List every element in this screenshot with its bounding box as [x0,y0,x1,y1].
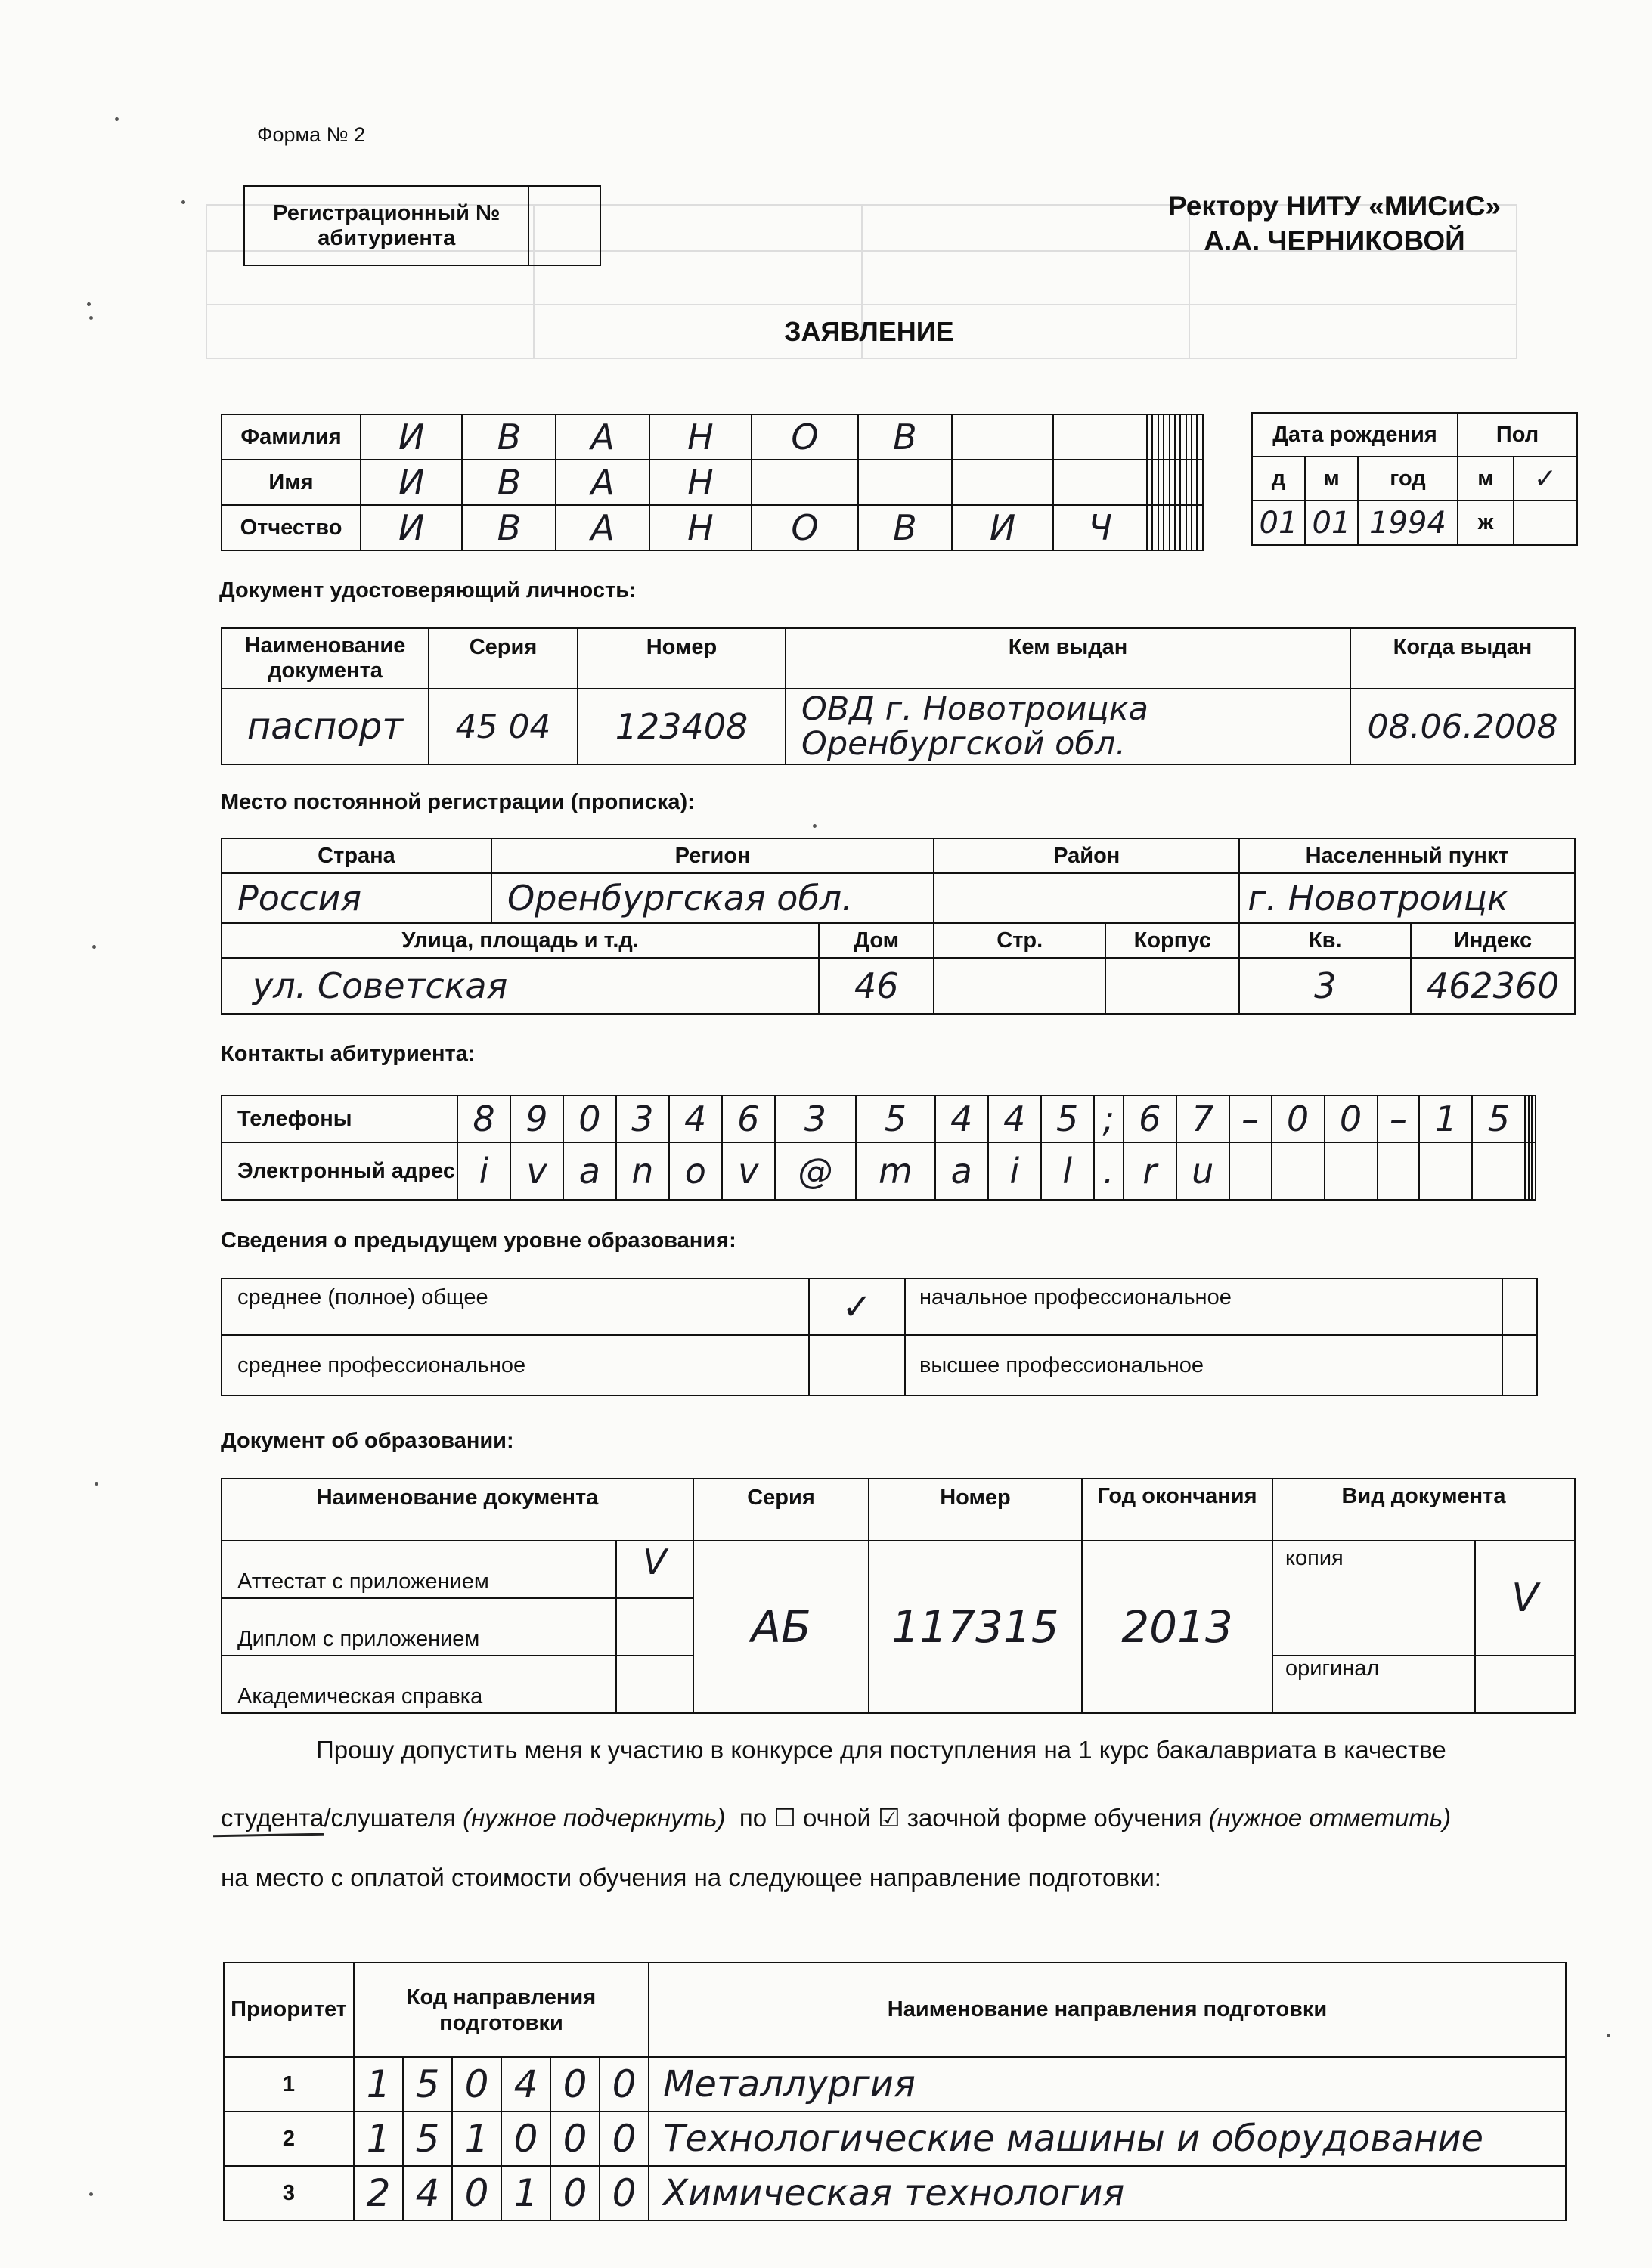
phone-char-cell[interactable]: – [1378,1095,1420,1142]
prev-edu-option-initial-prof: начальное профессиональное [905,1278,1502,1335]
listener-option[interactable]: /слушателя [324,1804,456,1832]
surname-letter-cell[interactable]: В [858,414,952,460]
name-letter-cell[interactable] [1170,460,1175,505]
edu-doc-type-copy: копия [1272,1541,1475,1656]
surname-letter-cell[interactable] [1186,414,1192,460]
id-doc-number-header: Номер [578,628,786,689]
id-doc-issued-by[interactable]: ОВД г. Новотроицка Оренбургской обл. [786,689,1350,764]
surname-letter-cell[interactable] [1197,414,1203,460]
prev-edu-option-higher-prof: высшее профессиональное [905,1335,1502,1396]
district-value[interactable] [934,873,1239,923]
direction-row [224,2166,1566,2220]
building-value[interactable] [934,958,1105,1014]
surname-letter-cell[interactable] [1180,414,1186,460]
form-number: Форма № 2 [257,123,366,146]
name-letter-cell[interactable] [1158,460,1164,505]
prev-edu-higher-prof-checkbox[interactable] [1502,1335,1537,1396]
id-doc-name-header: Наименование документа [222,628,429,689]
edu-doc-attestat-checkbox[interactable]: V [616,1541,693,1598]
corpus-value[interactable] [1105,958,1239,1014]
phone-char-cell[interactable]: 4 [988,1095,1041,1142]
direction-row [224,2112,1566,2166]
female-checkbox[interactable] [1514,500,1577,545]
scan-dot [89,316,93,320]
code-digit-cell[interactable]: 0 [550,2057,600,2112]
phone-char-cell[interactable]: 7 [1176,1095,1229,1142]
code-digit-cell[interactable]: 1 [501,2166,550,2220]
direction-name-header: Наименование направления подготовки [649,1963,1566,2057]
phone-char-cell[interactable]: 4 [669,1095,722,1142]
email-char-cell[interactable]: . [1094,1142,1124,1200]
surname-letter-cell[interactable]: И [361,414,462,460]
contacts-section-title: Контакты абитуриента: [221,1042,476,1066]
male-checkbox[interactable]: ✓ [1514,457,1577,500]
email-char-cell[interactable] [1532,1142,1536,1200]
edu-doc-original-checkbox[interactable] [1475,1656,1575,1713]
patronymic-letter-cell[interactable]: Н [649,505,752,550]
house-header: Дом [819,923,934,958]
surname-letter-cell[interactable] [1053,414,1147,460]
birth-day[interactable]: 01 [1252,500,1305,545]
phone-char-cell[interactable]: 5 [856,1095,935,1142]
birth-year[interactable]: 1994 [1358,500,1458,545]
birth-table [1251,412,1578,546]
year-label: год [1358,457,1458,500]
name-letter-cell[interactable] [952,460,1053,505]
scan-dot [87,302,91,306]
code-digit-cell[interactable]: 4 [403,2166,452,2220]
locality-value[interactable]: г. Новотроицк [1239,873,1575,923]
email-char-cell[interactable]: @ [775,1142,856,1200]
code-digit-cell[interactable]: 0 [550,2112,600,2166]
code-digit-cell[interactable]: 0 [600,2057,649,2112]
email-char-cell[interactable]: a [563,1142,616,1200]
email-label: Электронный адрес [222,1142,457,1200]
email-char-cell[interactable]: n [616,1142,669,1200]
email-char-cell[interactable]: l [1041,1142,1094,1200]
edu-doc-series-header: Серия [693,1479,869,1541]
birth-month[interactable]: 01 [1305,500,1358,545]
female-label: ж [1458,500,1514,545]
id-doc-section-title: Документ удостоверяющий личность: [219,578,637,603]
phone-char-cell[interactable]: 4 [935,1095,988,1142]
email-char-cell[interactable]: m [856,1142,935,1200]
phone-label: Телефоны [222,1095,457,1142]
patronymic-letter-cell[interactable] [1186,505,1192,550]
registration-section-title: Место постоянной регистрации (прописка): [221,790,695,814]
edu-doc-option-academic: Академическая справка [222,1656,616,1713]
prev-edu-option-general: среднее (полное) общее [222,1278,809,1335]
code-digit-cell[interactable]: 0 [550,2166,600,2220]
prev-edu-section-title: Сведения о предыдущем уровне образования: [221,1228,736,1253]
scan-dot [92,945,96,949]
name-letter-cell[interactable]: А [556,460,649,505]
code-digit-cell[interactable]: 5 [403,2112,452,2166]
name-table [221,414,1204,551]
part-time-label: заочной форме обучения [907,1804,1202,1832]
email-char-cell[interactable] [1325,1142,1378,1200]
request-line-2 [221,1803,1451,1833]
document-title: ЗАЯВЛЕНИЕ [784,316,954,347]
name-letter-cell[interactable] [1180,460,1186,505]
phone-char-cell[interactable]: 5 [1041,1095,1094,1142]
phone-char-cell[interactable]: 3 [775,1095,856,1142]
country-value[interactable]: Россия [222,873,491,923]
edu-doc-year[interactable]: 2013 [1082,1541,1272,1713]
month-label: м [1305,457,1358,500]
handwritten-underline [213,1833,324,1838]
part-time-checkbox[interactable]: ☑ [878,1804,900,1832]
id-doc-issued-when-header: Когда выдан [1350,628,1575,689]
name-letter-cell[interactable] [752,460,858,505]
patronymic-letter-cell[interactable] [1152,505,1158,550]
student-option[interactable]: студента [221,1804,324,1832]
scan-dot [1607,2034,1610,2037]
priority-value: 1 [224,2057,354,2112]
email-char-cell[interactable] [1378,1142,1420,1200]
patronymic-letter-cell[interactable] [1158,505,1164,550]
priority-value: 3 [224,2166,354,2220]
email-char-cell[interactable]: r [1124,1142,1176,1200]
recipient-line-1: Ректору НИТУ «МИСиС» [1167,191,1502,222]
phone-char-cell[interactable]: 6 [1124,1095,1176,1142]
patronymic-letter-cell[interactable]: И [952,505,1053,550]
phone-char-cell[interactable]: 9 [510,1095,563,1142]
id-doc-number[interactable]: 123408 [578,689,786,764]
phone-char-cell[interactable]: 5 [1472,1095,1525,1142]
scan-dot [181,200,185,204]
edu-doc-name-header: Наименование документа [222,1479,693,1541]
surname-letter-cell[interactable] [1152,414,1158,460]
building-header: Стр. [934,923,1105,958]
patronymic-letter-cell[interactable] [1147,505,1152,550]
index-header: Индекс [1411,923,1575,958]
phone-char-cell[interactable]: 0 [1272,1095,1325,1142]
surname-letter-cell[interactable] [1164,414,1169,460]
male-label: м [1458,457,1514,500]
registration-number-box [243,185,601,266]
by-text: по [739,1804,767,1832]
directions-table [223,1962,1567,2221]
request-line-1: Прошу допустить меня к участию в конкурсе для поступления на 1 курс бакалавриата в качестве [316,1736,1446,1764]
prev-edu-initial-prof-checkbox[interactable] [1502,1278,1537,1335]
code-digit-cell[interactable]: 4 [501,2057,550,2112]
code-digit-cell[interactable]: 0 [600,2112,649,2166]
request-line-3: на место с оплатой стоимости обучения на следующее направление подготовки: [221,1864,1161,1892]
index-value[interactable]: 462360 [1411,958,1575,1014]
code-digit-cell[interactable]: 1 [354,2112,403,2166]
patronymic-letter-cell[interactable]: И [361,505,462,550]
surname-letter-cell[interactable] [1147,414,1152,460]
surname-letter-cell[interactable] [1192,414,1197,460]
edu-doc-series[interactable]: АБ [693,1541,869,1713]
name-letter-cell[interactable] [1053,460,1147,505]
email-char-cell[interactable] [1229,1142,1272,1200]
email-char-cell[interactable] [1472,1142,1525,1200]
house-value[interactable]: 46 [819,958,934,1014]
email-char-cell[interactable]: u [1176,1142,1229,1200]
name-letter-cell[interactable] [1147,460,1152,505]
priority-header: Приоритет [224,1963,354,2057]
code-digit-cell[interactable]: 0 [600,2166,649,2220]
surname-letter-cell[interactable] [1170,414,1175,460]
code-digit-cell[interactable]: 5 [403,2057,452,2112]
study-mode-student-underlined[interactable] [221,1804,324,1832]
registration-number-field[interactable] [528,186,600,265]
phone-char-cell[interactable]: 8 [457,1095,510,1142]
direction-name-value[interactable]: Металлургия [649,2057,1566,2112]
email-char-cell[interactable]: i [457,1142,510,1200]
email-char-cell[interactable]: v [722,1142,775,1200]
name-label: Имя [222,460,361,505]
patronymic-letter-cell[interactable] [1192,505,1197,550]
code-digit-cell[interactable]: 2 [354,2166,403,2220]
edu-doc-type-original: оригинал [1272,1656,1475,1713]
name-letter-cell[interactable] [1164,460,1169,505]
name-letter-cell[interactable] [1197,460,1203,505]
surname-letter-cell[interactable]: О [752,414,858,460]
mark-hint: (нужное отметить) [1208,1804,1452,1832]
street-header: Улица, площадь и т.д. [222,923,819,958]
patronymic-letter-cell[interactable] [1164,505,1169,550]
id-doc-issued-when[interactable]: 08.06.2008 [1350,689,1575,764]
phone-char-cell[interactable]: – [1229,1095,1272,1142]
district-header: Район [934,838,1239,873]
surname-letter-cell[interactable] [1158,414,1164,460]
surname-letter-cell[interactable] [952,414,1053,460]
surname-letter-cell[interactable]: Н [649,414,752,460]
phone-char-cell[interactable]: 3 [616,1095,669,1142]
sex-label: Пол [1458,413,1577,457]
registration-label: Регистрационный № абитуриента [244,186,528,265]
patronymic-letter-cell[interactable] [1175,505,1180,550]
scan-dot [115,117,119,121]
phone-char-cell[interactable]: 6 [722,1095,775,1142]
code-digit-cell[interactable]: 1 [354,2057,403,2112]
patronymic-letter-cell[interactable]: А [556,505,649,550]
email-char-cell[interactable] [1272,1142,1325,1200]
edu-doc-option-attestat: Аттестат с приложением [222,1541,616,1598]
patronymic-letter-cell[interactable]: В [858,505,952,550]
day-label: д [1252,457,1305,500]
name-letter-cell[interactable]: И [361,460,462,505]
prev-edu-table [221,1278,1538,1396]
email-char-cell[interactable] [1419,1142,1472,1200]
patronymic-letter-cell[interactable] [1170,505,1175,550]
prev-edu-general-checkbox[interactable]: ✓ [809,1278,905,1335]
patronymic-letter-cell[interactable]: О [752,505,858,550]
edu-doc-number[interactable]: 117315 [869,1541,1082,1713]
registration-table [221,838,1576,1015]
surname-label: Фамилия [222,414,361,460]
edu-doc-section-title: Документ об образовании: [221,1429,514,1453]
scan-dot [89,2192,93,2196]
corpus-header: Корпус [1105,923,1239,958]
patronymic-letter-cell[interactable]: Ч [1053,505,1147,550]
phone-char-cell[interactable] [1532,1095,1536,1142]
direction-name-value[interactable]: Технологические машины и оборудование [649,2112,1566,2166]
id-doc-table [221,627,1576,765]
code-digit-cell[interactable]: 1 [452,2112,501,2166]
region-header: Регион [491,838,934,873]
edu-doc-table [221,1478,1576,1714]
email-char-cell[interactable]: v [510,1142,563,1200]
patronymic-label: Отчество [222,505,361,550]
recipient-line-2: А.А. ЧЕРНИКОВОЙ [1204,225,1465,256]
prev-edu-secondary-prof-checkbox[interactable] [809,1335,905,1396]
direction-name-value[interactable]: Химическая технология [649,2166,1566,2220]
edu-doc-number-header: Номер [869,1479,1082,1541]
email-char-cell[interactable]: o [669,1142,722,1200]
surname-letter-cell[interactable]: А [556,414,649,460]
scan-dot [95,1482,98,1486]
phone-char-cell[interactable]: ; [1094,1095,1124,1142]
street-value[interactable]: ул. Советская [222,958,819,1014]
edu-doc-option-diploma: Диплом с приложением [222,1598,616,1656]
locality-header: Населенный пункт [1239,838,1575,873]
code-digit-cell[interactable]: 0 [452,2057,501,2112]
edu-doc-academic-checkbox[interactable] [616,1656,693,1713]
id-doc-name[interactable]: паспорт [222,689,429,764]
surname-letter-cell[interactable]: В [462,414,556,460]
full-time-label: очной [803,1804,871,1832]
birth-date-label: Дата рождения [1252,413,1458,457]
name-letter-cell[interactable] [1192,460,1197,505]
phone-char-cell[interactable]: 1 [1419,1095,1472,1142]
surname-letter-cell[interactable] [1175,414,1180,460]
code-digit-cell[interactable]: 0 [501,2112,550,2166]
edu-doc-copy-checkbox[interactable]: V [1475,1541,1575,1656]
name-letter-cell[interactable] [858,460,952,505]
id-doc-issued-by-header: Кем выдан [786,628,1350,689]
edu-doc-year-header: Год окончания [1082,1479,1272,1541]
phone-char-cell[interactable]: 0 [1325,1095,1378,1142]
apartment-value[interactable]: 3 [1239,958,1411,1014]
name-letter-cell[interactable] [1152,460,1158,505]
priority-value: 2 [224,2112,354,2166]
edu-doc-diploma-checkbox[interactable] [616,1598,693,1656]
name-letter-cell[interactable] [1175,460,1180,505]
contacts-table [221,1095,1536,1201]
full-time-checkbox[interactable]: ☐ [773,1804,796,1832]
patronymic-letter-cell[interactable]: В [462,505,556,550]
edu-doc-type-header: Вид документа [1272,1479,1575,1541]
region-value[interactable]: Оренбургская обл. [491,873,934,923]
name-letter-cell[interactable]: В [462,460,556,505]
email-char-cell[interactable]: a [935,1142,988,1200]
patronymic-letter-cell[interactable] [1197,505,1203,550]
direction-row [224,2057,1566,2112]
name-letter-cell[interactable]: Н [649,460,752,505]
code-header: Код направления подготовки [354,1963,649,2057]
prev-edu-option-secondary-prof: среднее профессиональное [222,1335,809,1396]
phone-char-cell[interactable]: 0 [563,1095,616,1142]
apartment-header: Кв. [1239,923,1411,958]
scan-dot [813,824,817,828]
patronymic-letter-cell[interactable] [1180,505,1186,550]
recipient [1134,189,1535,259]
name-letter-cell[interactable] [1186,460,1192,505]
id-doc-series[interactable]: 45 04 [429,689,578,764]
country-header: Страна [222,838,491,873]
email-char-cell[interactable]: i [988,1142,1041,1200]
code-digit-cell[interactable]: 0 [452,2166,501,2220]
underline-hint: (нужное подчеркнуть) [463,1804,726,1832]
id-doc-series-header: Серия [429,628,578,689]
